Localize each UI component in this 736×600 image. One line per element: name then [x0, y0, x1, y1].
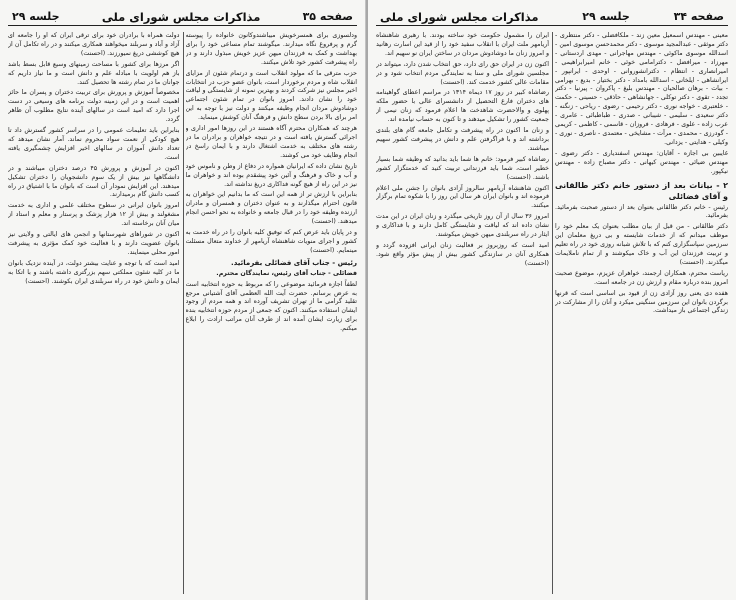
paragraph: دکتر طالقانی - من قبل از بیان مطلب بعنوان یک معلم خود را موظف میدانم که از خدمات شایسته و بی دریغ معلمان این سرزمین سپاسگزاری کنم که با تلاش شبانه روزی خود در راه تعلیم و تربیت فرزندان این آب و خاک میکوشند و از تمام ناملایمات میگذرند. (احسنت): [555, 223, 728, 266]
left-page: [0, 0, 366, 600]
paragraph: تاریخ نشان داده که ایرانیان همواره در دفاع از وطن و ناموس خود و آب و خاک و فرهنگ و آئین خود پیشقدم بوده اند و خواهران ما نیز در این راه از هیچ گونه فداکاری دریغ نداشته اند.: [185, 162, 357, 188]
right-page: [368, 0, 736, 600]
paragraph: امید است که روزبروز بر فعالیت زنان ایرانی افزوده گردد و همکاری آنان در سازندگی کشور بیش از پیش مؤثر واقع شود. (احسنت): [376, 241, 549, 267]
paragraph: رضاشاه کبیر در روز ۱۷ دیماه ۱۳۱۴ در مراسم اعطای گواهینامه های دختران فارغ التحصیل از دانشسرای عالی با حضور ملکه پهلوی و والاحضرت شاهدخت ها اعلام فرمود که زنان نیمی از جمعیت کشور را تشکیل میدهند و تا کنون به حساب نیامده اند.: [376, 89, 549, 124]
right-page-number: صفحه ۳۴: [673, 10, 724, 23]
left-session-label: جلسه ۲۹: [12, 10, 60, 23]
paragraph: مخصوصاً آموزش و پرورش برای تربیت دختران و پسران ما حائز اهمیت است و در این زمینه دولت برنامه های وسیعی در دست اجرا دارد که امید است در سالهای آینده نتایج مطلوب آن ظاهر گردد.: [8, 89, 180, 124]
paragraph: رضاشاه کبیر فرمود: خانم ها شما باید بدانید که وظیفه شما بسیار خطیر است، شما باید فرزندانی تربیت کنید که خدمتگزار کشور باشند. (احسنت): [376, 155, 549, 181]
paragraph: امروز ۳۶ سال از آن روز تاریخی میگذرد و زنان ایران در این مدت نشان داده اند که لیاقت و شایستگی کامل دارند و با فداکاری و ایثار در راه سربلندی میهن خویش میکوشند.: [376, 213, 549, 239]
speaker-line: رئیس - جناب آقای فضائلی بفرمائید.: [231, 258, 357, 267]
paragraph: بنابراین با ارزش تر از همه این است که ما بدانیم این خواهران به قانون احترام میگذارند و به عنوان دختران و همسران و مادران ارزنده وظیفه خود را در قبال جامعه و خانواده به نحو احسن انجام میدهند. (احسنت): [185, 191, 357, 226]
paragraph: هفده دی یعنی روز آزادی زن از قیود بی اساسی است که قرنها برگردن بانوان این سرزمین سنگینی میکرد و آنان را از مشارکت در زندگی اجتماعی باز میداشت.: [555, 289, 728, 315]
paragraph: و در پایان باید عرض کنم که توفیق کلیه بانوان را در راه خدمت به کشور و اجرای منویات شاهنشاه آریامهر از خداوند متعال مسئلت مینمایم. (احسنت): [185, 229, 357, 254]
paragraph: و زنان ما اکنون در راه پیشرفت و تکامل جامعه گام های بلندی برداشته اند و با فراگرفتن علم و دانش در پیشرفت کشور سهیم میباشند.: [376, 127, 549, 152]
paragraph: امید است که با توجه و عنایت بیشتر دولت، در آینده نزدیک بانوان ما در کلیه شئون مملکتی سهم بزرگتری داشته باشند و با اتکا به ایمان و دانش خود در راه سربلندی ایران بکوشند. (احسنت): [8, 259, 180, 285]
right-session-label: جلسه ۲۹: [582, 10, 630, 23]
paragraph: اکنون در شوراهای شهرستانها و انجمن های ایالتی و ولایتی نیز بانوان عضویت دارند و با فعالیت خود کمک مؤثری به پیشرفت امور محلی مینمایند.: [8, 231, 180, 256]
column-divider: [552, 32, 553, 594]
agenda-item-heading: ۲ - بیانات بعد از دستور خانم دکتر طالقانی و آقای فضائلی: [555, 180, 728, 201]
paragraph: لطفاً اجازه فرمائید موضوعی را که مربوط به حوزه انتخابیه است به عرض برسانم. حضرت آیت الله العظمی آقای آشتیانی مرجع تقلید گرامی ما از تهران تشریف آورده اند و همه مردم از وجود ایشان استفاده میکنند. اکنون که جمعی از مردم حوزه انتخابیه بنده برای زیارت ایشان آمده اند از طرف آنان مراتب ارادت را ابلاغ میکنم.: [185, 280, 357, 333]
paragraph: اکنون شاهنشاه آریامهر سالروز آزادی بانوان را جشن ملی اعلام فرموده اند و بانوان ایران هر سال این روز را با شکوه تمام برگزار میکنند.: [376, 184, 549, 210]
right-page-title: مذاکرات مجلس شورای ملی: [380, 9, 539, 24]
paragraph: حزب مترقی ما که مولود انقلاب است و درتمام شئون از مزایای انقلاب شاه و مردم برخوردار است، بانوان عضو حزب در انتخابات اخیر مجلس نیز شرکت کردند و بهترین نمونه از شایستگی و لیاقت خود را نشان دادند. امروز بانوان در تمام شئون اجتماعی دوشادوش مردان انجام وظیفه میکنند و دولت نیز با توجه به این امر برای بالا بردن سطح دانش و فرهنگ آنان کوشش مینماید.: [185, 69, 357, 122]
left-page-header: [8, 8, 357, 26]
paragraph: ودلسوزی برای همسرخویش میباشندوکانون خانواده را پیوسته گرم و پرفروغ نگاه میدارند. میگوشند تمام مساعی خود را برای بهداشت و کمک به فرزندان میهن عزیز خویش مبذول دارند و در راه پیشرفت کشور خود تلاش میکنند.: [185, 32, 357, 66]
paragraph: ایران را مشمول حکومت خود ساخته بودند. با رهبری شاهنشاه آریامهر ملت ایران با انقلاب سفید خود را از قید این اسارت رهانید و امروز زنان ما دوشادوش مردان در ساختن ایران نو سهیم اند.: [376, 32, 549, 57]
left-page-title: مذاکرات مجلس شورای ملی: [101, 9, 261, 24]
left-page-column-left: [8, 32, 180, 594]
paragraph: رئیس - خانم دکتر طالقانی بعنوان بعد از دستور صحبت بفرمائید. بفرمائید.: [555, 203, 728, 220]
paragraph: معینی - مهندس اسمعیل معین زند - ملکافضلی - دکتر منتظری - دکتر موثقی - عبدالمجید موسوی - دکتر محمدحسن موسوی امین - اسدالله موسوی ماکوئی - مهندس مهاجرانی - مهدی اردستانی - مهرزاد - میرافضل - دکترامامی خوئی - خانم امیرابراهیمی - امیرانصاری - انتظام - دکترانشوروانی - اوحدی - ایرانپور - ایرانشاهی - ایلخانی - اسدالله بامداد - دکتر بختیار - بدیع - بهرامی - بیات - برهان صالحیان - مهندس بلیغ - پاکروان - پیرنیا - دکتر تجدد - تقوی - دکتر توکلی - جهانشاهی - حاذقی - حسینی - حکمت - خلعتبری - خواجه نوری - دکتر رحیمی - رضوی - ریاحی - زنگنه - دکتر سعیدی - سلیمی - شیبانی - صدری - طباطبائی - عامری - عرب زاده - علوی - فرهادی - فروزان - قاسمی - کاظمی - کریمی - گودرزی - محمدی - مرآت - مشایخی - معتمدی - ناصری - نوری - وکیلی - هدایتی - یزدانی.: [555, 32, 728, 146]
paragraph: غایبین بی اجازه - آقایان: مهندس اسفندیاری - دکتر رضوی - مهندس ضیائی - مهندس کیهانی - دکتر مصباح زاده - مهندس نیکپور.: [555, 149, 728, 175]
paragraph: اکنون زن در ایران حق رای دارد، حق انتخاب شدن دارد، میتواند در مجلسین شورای ملی و سنا به نمایندگی مردم انتخاب شود و در مقامات عالی کشور خدمت کند. (احسنت): [376, 60, 549, 86]
paragraph: دولت همراه با برادران خود برای ترقی ایران که او را جامعه ای آزاد و آباد و سربلند میخواهند همکاری میکنند و در راه تکامل آن از هیچ کوششی دریغ نمیورزند. (احسنت): [8, 32, 180, 57]
column-divider: [183, 32, 184, 594]
paragraph: اگر مرزها برای کشور با مساحت زمینهای وسیع قابل بسط باشد باز هم اولویت با مبادله علم و دانش است و ما نیاز داریم که جوانان ما در تمام رشته ها تحصیل کنند.: [8, 60, 180, 86]
speaker-intro: فضائلی - جناب آقای رئیس، نمایندگان محترم.: [216, 269, 357, 277]
paragraph: اکنون در آموزش و پرورش ۴۵ درصد دختران میباشند و در دانشگاهها نیز بیش از یک سوم دانشجویان را دختران تشکیل میدهند. این افزایش نمودار آن است که بانوان ما با اشتیاق در راه کسب دانش گام برمیدارند.: [8, 164, 180, 199]
paragraph: بنابراین باید تعلیمات عمومی را در سراسر کشور گسترش داد تا هیچ کودکی از نعمت سواد محروم نماند. آمار نشان میدهد که تعداد دانش آموزان در سالهای اخیر افزایش چشمگیری یافته است.: [8, 127, 180, 161]
left-page-number: صفحه ۳۵: [302, 10, 353, 23]
right-page-header: [376, 8, 728, 26]
right-page-column-left: [376, 32, 549, 594]
paragraph: امروز بانوان ایرانی در سطوح مختلف علمی و اداری به خدمت مشغولند و بیش از ۱۲ هزار پزشک و پرستار و معلم و استاد از میان آنان برخاسته اند.: [8, 202, 180, 228]
paragraph: ریاست محترم، همکاران ارجمند، خواهران عزیزم، موضوع صحبت امروز بنده درباره مقام و ارزش زن در جامعه است.: [555, 269, 728, 286]
left-page-column-right: [186, 32, 358, 594]
right-page-column-right: [555, 32, 728, 594]
paragraph: هرچند که همکاران محترم آگاه هستند در این روزها امور اداری و اجرائی گسترش یافته است و در نتیجه خواهران و برادران ما در رشته های مختلف به خدمت اشتغال دارند و با ایمان راسخ در انجام وظایف خود می کوشند.: [185, 125, 357, 159]
